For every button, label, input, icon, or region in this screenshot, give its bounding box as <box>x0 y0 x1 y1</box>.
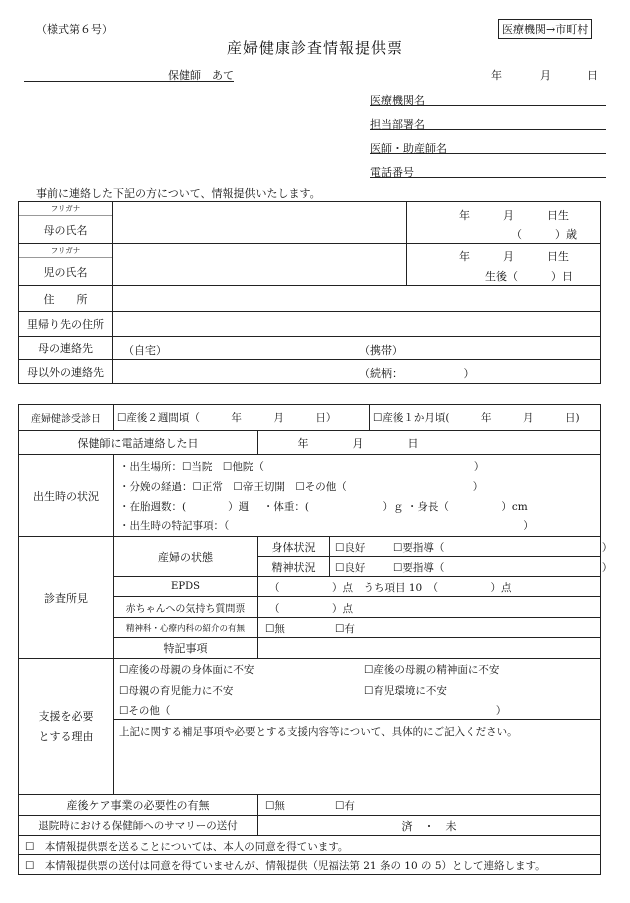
gestation-weight-length[interactable]: ・在胎週数：( ）週 ・体重：( ）ｇ ・身長（ ）cm <box>119 501 528 513</box>
reason-detail-input[interactable] <box>114 739 600 793</box>
child-birthdate: 年 月 日生 <box>459 250 569 263</box>
physical-good-checkbox[interactable]: ☐良好 <box>335 542 366 554</box>
mother-contact-label: 母の連絡先 <box>38 342 93 355</box>
return-address-input[interactable] <box>113 312 600 336</box>
department-field[interactable] <box>370 116 606 130</box>
birth-place[interactable]: ・出生場所：☐当院 ☐他院（ ） <box>119 461 485 473</box>
mobile-label: （携帯） <box>359 344 403 357</box>
clinic-name-label: 医療機関名 <box>370 94 425 107</box>
child-age-days: 生後（ ）日 <box>485 270 573 283</box>
addressee-suffix: 保健師 あて <box>168 69 234 82</box>
date-year: 年 <box>491 69 502 82</box>
delivery-course[interactable]: ・分娩の経過：☐正常 ☐帝王切開 ☐その他（ ） <box>119 481 484 493</box>
mother-furigana-label: フリガナ <box>50 204 81 213</box>
other-contact-label: 母以外の連絡先 <box>27 365 104 379</box>
consent-obtained-checkbox[interactable]: ☐ 本情報提供票を送ることについては、本人の同意を得ています。 <box>25 841 349 853</box>
epds-label: EPDS <box>171 581 200 592</box>
mother-birthdate: 年 月 日生 <box>459 209 569 222</box>
birth-status-label: 出生時の状況 <box>33 489 99 503</box>
reason-other-checkbox[interactable]: ☐その他（ ） <box>119 705 507 717</box>
home-phone-label: （自宅） <box>123 344 167 357</box>
address-input[interactable] <box>113 286 600 311</box>
baby-feelings-score[interactable]: （ ）点 <box>269 603 353 615</box>
relation-label: （続柄： ） <box>359 367 475 380</box>
mental-good-checkbox[interactable]: ☐良好 <box>335 562 366 574</box>
findings-label: 診査所見 <box>44 591 88 605</box>
phone-field[interactable] <box>370 164 606 178</box>
department-label: 担当部署名 <box>370 118 425 131</box>
mother-name-label: 母の氏名 <box>43 223 88 237</box>
mental-label: 精神状況 <box>271 560 316 574</box>
address-label: 住 所 <box>43 292 88 306</box>
postnatal-care-label: 産後ケア事業の必要性の有無 <box>66 799 210 812</box>
phone-contact-date[interactable]: 年 月 日 <box>297 436 419 450</box>
mother-name-input[interactable] <box>113 202 406 243</box>
summary-label: 退院時における保健師へのサマリーの送付 <box>38 820 238 832</box>
child-furigana-label: フリガナ <box>50 246 81 255</box>
addressee-field[interactable] <box>24 67 234 82</box>
child-name-input[interactable] <box>113 244 406 285</box>
support-reason-label <box>19 707 113 747</box>
support-reason-label-1: 支援を必要 <box>38 710 94 723</box>
mother-state-label: 産婦の状態 <box>158 550 213 564</box>
doctor-label: 医師・助産師名 <box>370 142 447 155</box>
exam-2weeks-checkbox[interactable]: ☐産後２週間頃（ 年 月 日） <box>117 412 337 424</box>
exam-1month-checkbox[interactable]: ☐産後１か月頃( 年 月 日) <box>373 412 580 424</box>
clinic-name-field[interactable] <box>370 92 606 106</box>
doctor-field[interactable] <box>370 140 606 154</box>
psych-referral-none[interactable]: ☐無 <box>265 623 285 635</box>
birth-notes[interactable]: ・出生時の特記事項：（ ） <box>119 520 534 532</box>
psych-referral-label: 精神科・心療内科の紹介の有無 <box>125 623 245 634</box>
phone-contact-label: 保健師に電話連絡した日 <box>77 436 199 450</box>
consent-not-obtained-checkbox[interactable]: ☐ 本情報提供票の送付は同意を得ていませんが、情報提供（児福法第 21 条の 10 の 5）として連絡します。 <box>25 860 546 872</box>
phone-label: 電話番号 <box>370 166 414 179</box>
baby-feelings-label: 赤ちゃんへの気持ち質問票 <box>125 603 246 615</box>
special-notes-label: 特記事項 <box>163 642 208 655</box>
mental-guidance-checkbox[interactable]: ☐要指導（ ） <box>393 562 613 574</box>
psych-referral-yes[interactable]: ☐有 <box>335 623 355 635</box>
date-day: 日 <box>587 69 598 82</box>
date-month: 月 <box>540 69 551 82</box>
intro-text: 事前に連絡した下記の方について、情報提供いたします。 <box>36 187 321 200</box>
reason-detail-prompt: 上記に関する補足事項や必要とする支援内容等について、具体的にご記入ください。 <box>119 726 518 738</box>
page-title: 産婦健康診査情報提供票 <box>226 39 403 57</box>
personal-info-table <box>18 201 601 384</box>
reason-parenting-checkbox[interactable]: ☐母親の育児能力に不安 <box>119 685 234 697</box>
physical-label: 身体状況 <box>271 540 316 554</box>
mother-age: （ ）歳 <box>511 228 577 241</box>
support-reason-label-2: とする理由 <box>38 730 94 743</box>
reason-environment-checkbox[interactable]: ☐育児環境に不安 <box>364 685 447 697</box>
postnatal-care-none[interactable]: ☐無 <box>265 800 285 812</box>
form-number: （様式第６号） <box>36 23 113 36</box>
exam-info-table <box>18 404 613 875</box>
summary-status[interactable]: 済 ・ 未 <box>401 819 457 833</box>
flow-box: 医療機関→市町村 <box>498 19 592 39</box>
child-name-label: 児の氏名 <box>43 265 88 279</box>
reason-physical-checkbox[interactable]: ☐産後の母親の身体面に不安 <box>119 664 255 676</box>
exam-date-label: 産婦健診受診日 <box>31 414 101 425</box>
physical-guidance-checkbox[interactable]: ☐要指導（ ） <box>393 542 613 554</box>
reason-mental-checkbox[interactable]: ☐産後の母親の精神面に不安 <box>364 664 500 676</box>
special-notes-input[interactable] <box>258 638 600 658</box>
postnatal-care-yes[interactable]: ☐有 <box>335 800 355 812</box>
epds-score[interactable]: （ ）点 うち項目 10 （ ）点 <box>269 582 512 594</box>
return-address-label: 里帰り先の住所 <box>27 318 104 331</box>
